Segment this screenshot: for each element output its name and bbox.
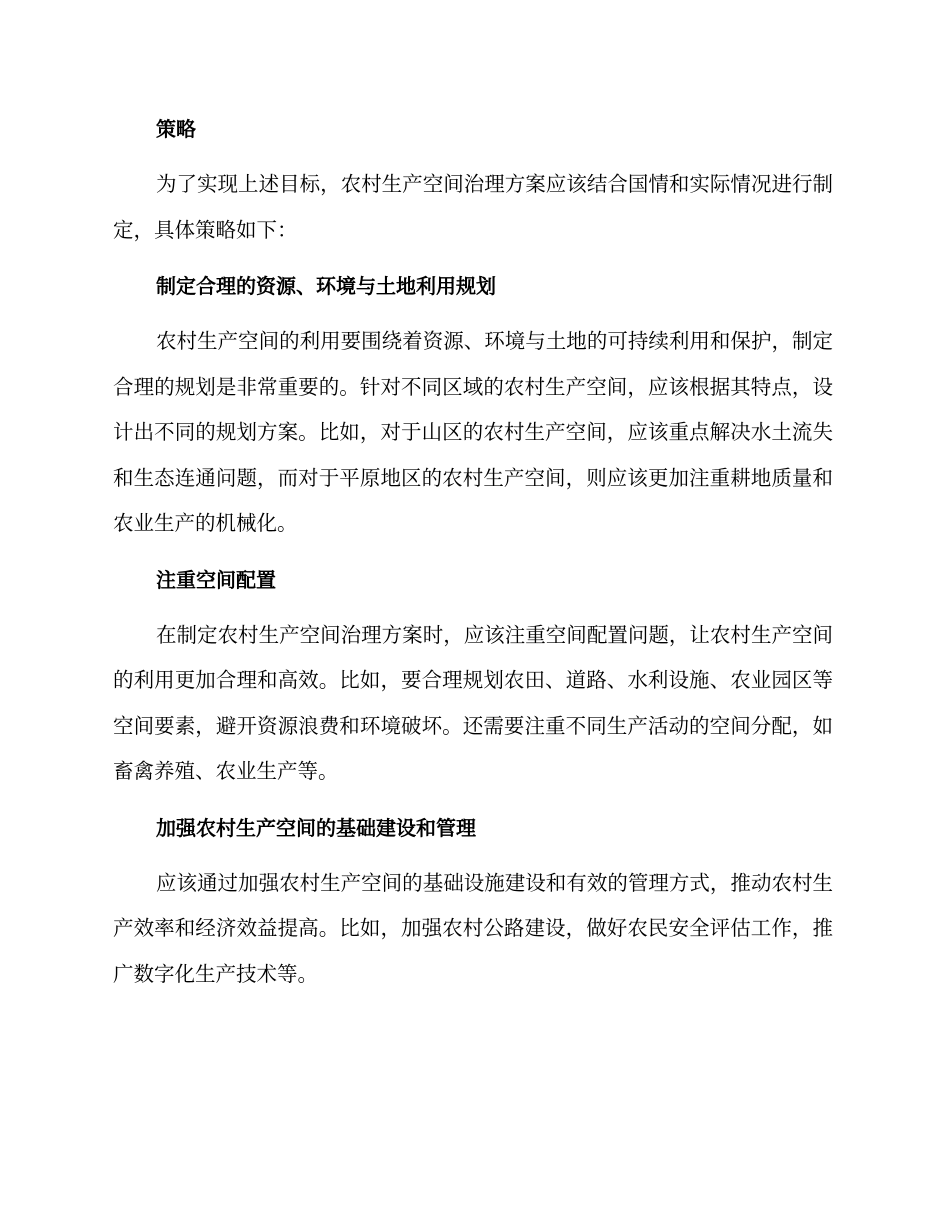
section-paragraph-strategy: 为了实现上述目标，农村生产空间治理方案应该结合国情和实际情况进行制定，具体策略如下： [113,172,833,242]
section-heading-land-use-planning: 制定合理的资源、环境与土地利用规划 [156,274,496,298]
section-paragraph-land-use-planning: 农村生产空间的利用要围绕着资源、环境与土地的可持续利用和保护，制定合理的规划是非常重要的。针对不同区域的农村生产空间，应该根据其特点，设计出不同的规划方案。比如，对于山区的农村生产空间，应该重点解决水土流失和生态连通问题，而对于平原地区的农村生产空间，则应该更加注重耕地质量和农业生产的机械化。 [113,329,833,535]
section-heading-strategy: 策略 [156,117,196,141]
section-heading-space-allocation: 注重空间配置 [156,567,276,592]
section-paragraph-infrastructure: 应该通过加强农村生产空间的基础设施建设和有效的管理方式，推动农村生产效率和经济效益提高。比如，加强农村公路建设，做好农民安全评估工作，推广数字化生产技术等。 [113,870,833,986]
document-page [113,107,833,1008]
section-heading-infrastructure: 加强农村生产空间的基础建设和管理 [156,815,476,840]
section-paragraph-space-allocation: 在制定农村生产空间治理方案时，应该注重空间配置问题，让农村生产空间的利用更加合理和高效。比如，要合理规划农田、道路、水利设施、农业园区等空间要素，避开资源浪费和环境破坏。还需要注重不同生产活动的空间分配，如畜禽养殖、农业生产等。 [113,622,833,783]
